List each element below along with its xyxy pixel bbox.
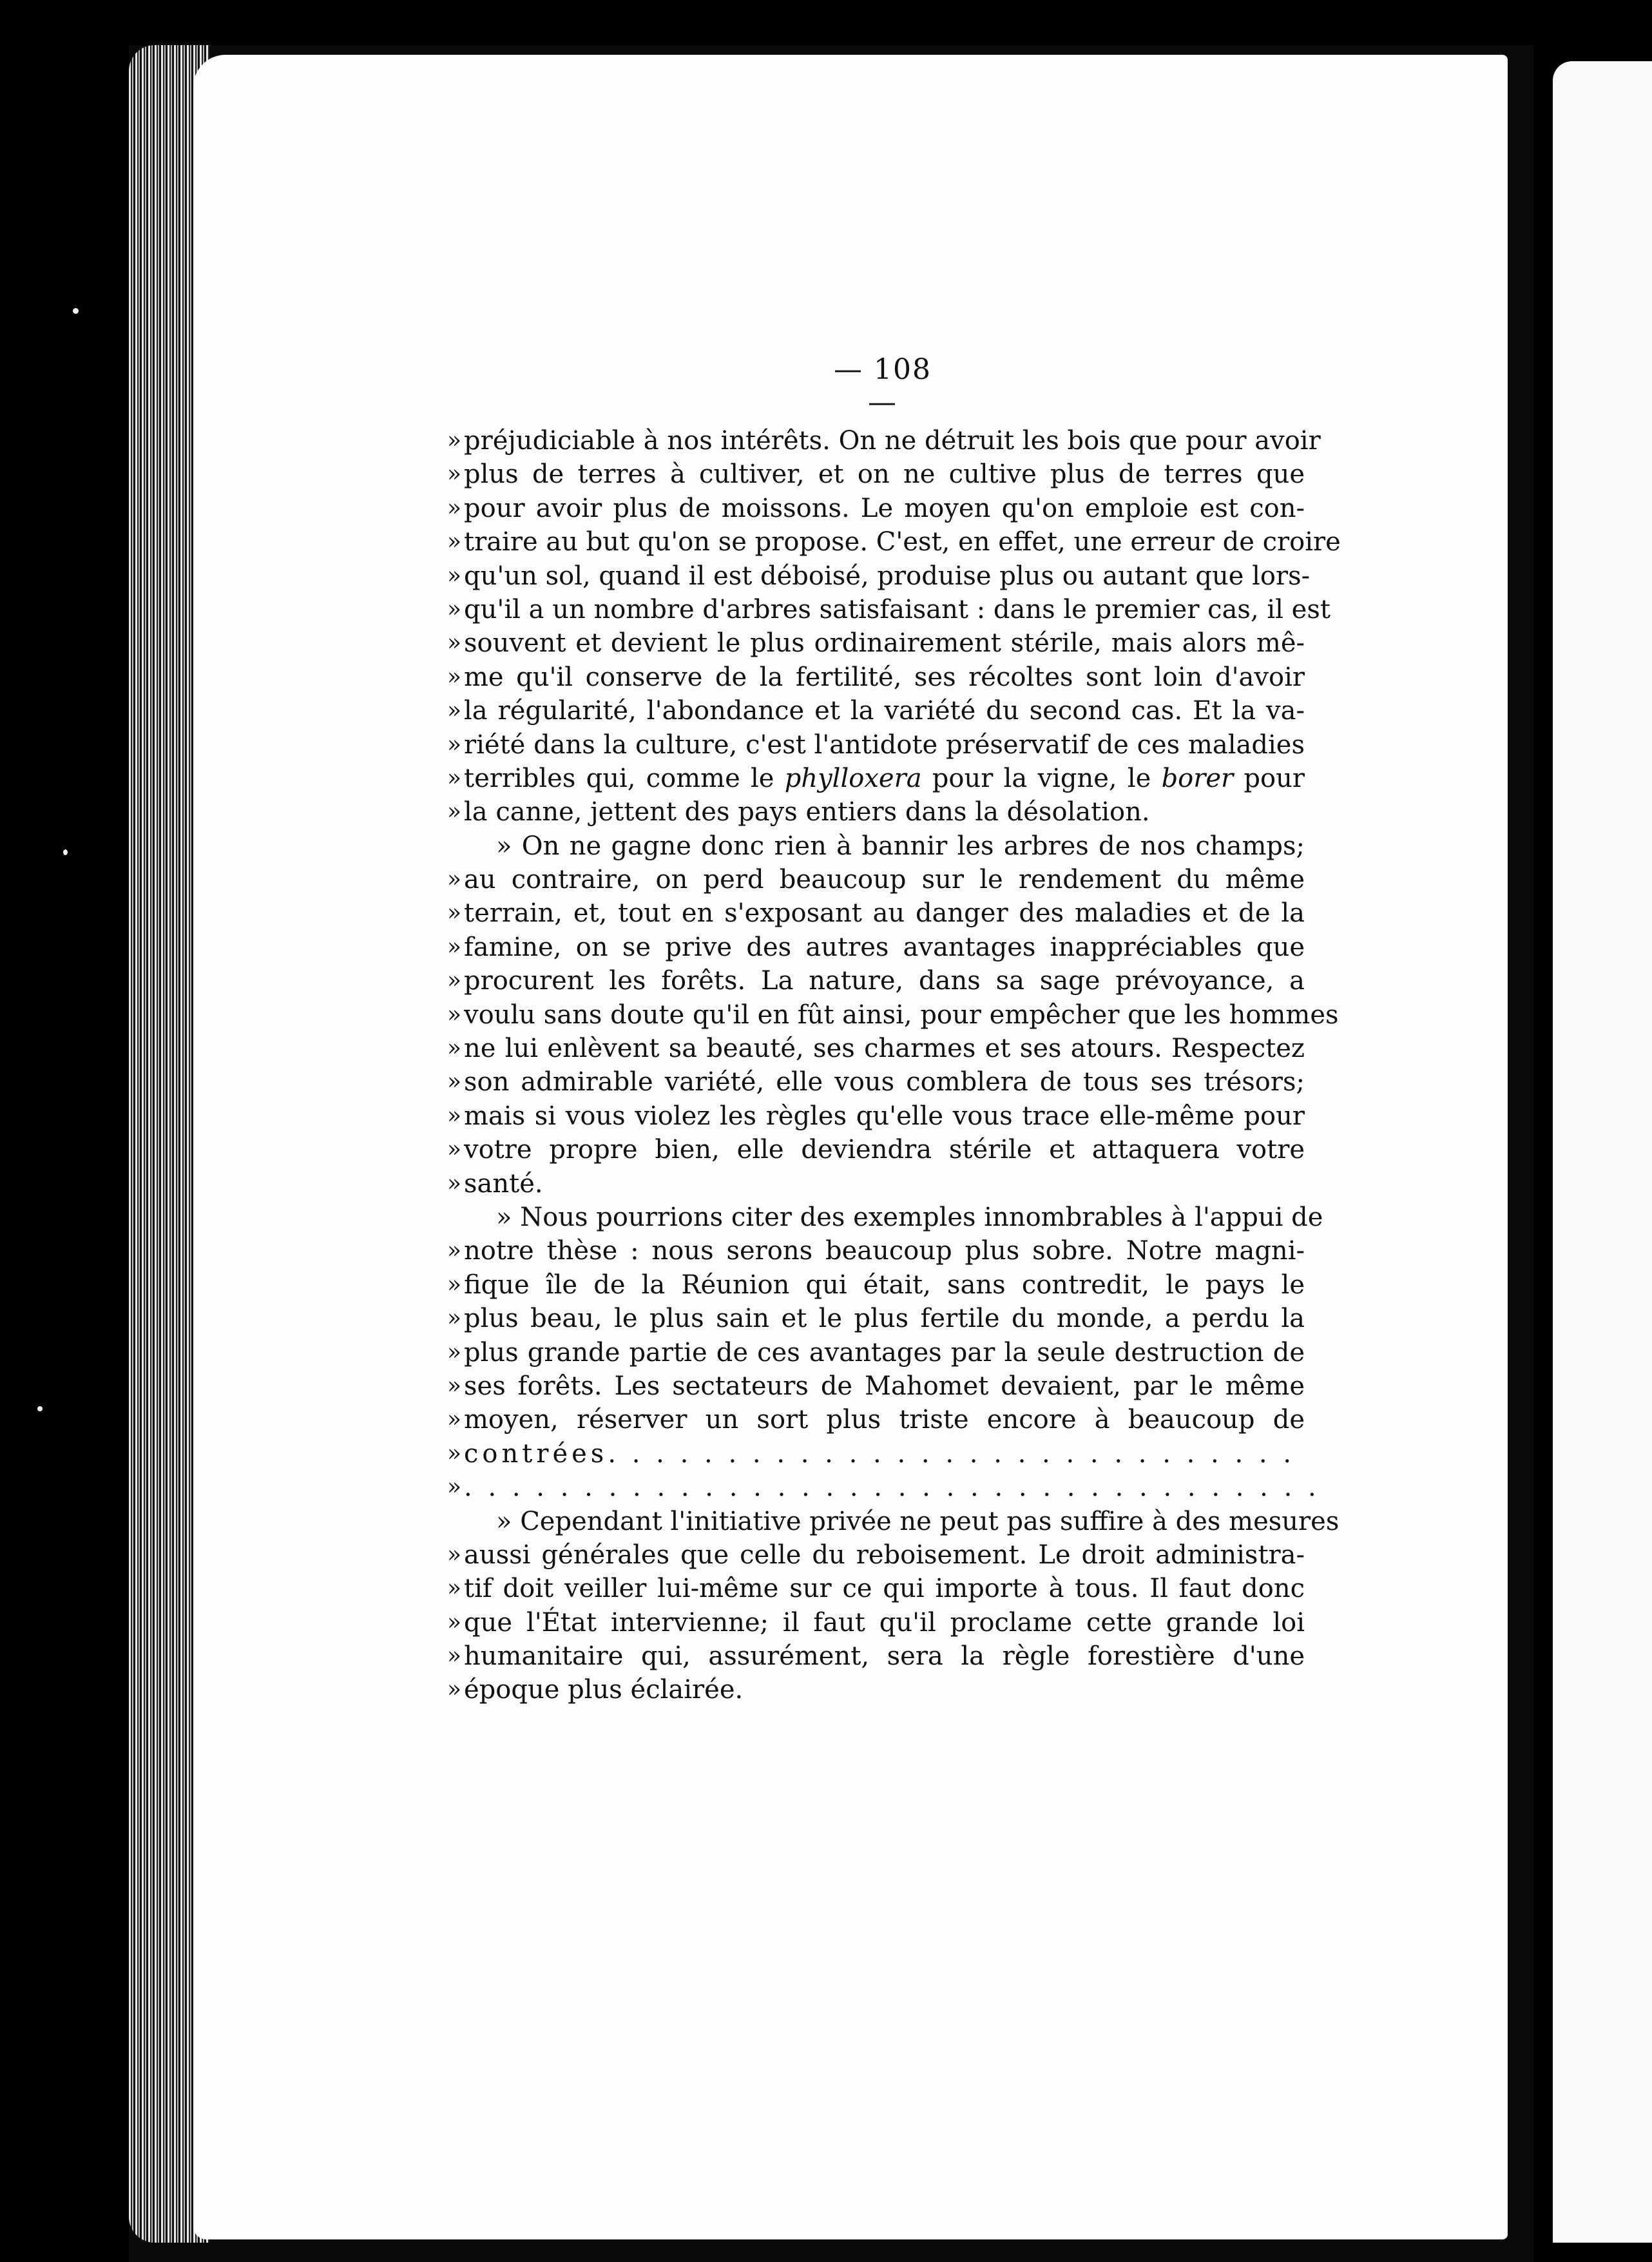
text-line (447, 1538, 1305, 1572)
guillemet-marker: » (447, 1136, 462, 1163)
guillemet-marker: » (447, 595, 462, 623)
page-number: — 108 — (834, 353, 932, 419)
guillemet-marker: » (447, 1068, 462, 1096)
line-text: aussi générales que celle du reboisement. Le droit administra- (464, 1540, 1305, 1570)
text-line (447, 931, 1305, 964)
line-text: traire au but qu'on se propose. C'est, en effet, une erreur de croire (464, 527, 1341, 557)
guillemet-marker: » (447, 1406, 462, 1433)
text-line (447, 694, 1305, 728)
guillemet-marker: » (447, 967, 462, 994)
text-line (447, 896, 1305, 930)
text-line (464, 1505, 1340, 1538)
text-line (447, 795, 1305, 829)
line-text: terribles qui, comme le phylloxera pour la vigne, le borer pour (464, 763, 1305, 793)
guillemet-marker: » (447, 1541, 462, 1568)
guillemet-marker: » (447, 663, 462, 690)
line-text: tif doit veiller lui-même sur ce qui importe à tous. Il faut donc (464, 1574, 1305, 1604)
text-line (447, 1268, 1305, 1302)
line-text: mais si vous violez les règles qu'elle vous trace elle-même pour (464, 1101, 1305, 1131)
line-text: son admirable variété, elle vous comblera de tous ses trésors; (464, 1067, 1305, 1097)
line-text: procurent les forêts. La nature, dans sa sage prévoyance, a (464, 966, 1305, 996)
guillemet-marker: » (447, 798, 462, 826)
text-line (464, 829, 1305, 863)
line-text: moyen, réserver un sort plus triste encore à beaucoup de (464, 1405, 1305, 1435)
text-line (447, 424, 1321, 458)
line-text: riété dans la culture, c'est l'antidote préservatif de ces maladies (464, 730, 1305, 760)
line-text: pour avoir plus de moissons. Le moyen qu'on emploie est con- (464, 493, 1305, 523)
text-line (447, 1302, 1305, 1335)
text-line (447, 1639, 1305, 1673)
text-line (447, 1673, 1305, 1706)
line-text: contrées. . . . . . . . . . . . . . . . . . . . . . . . . . . . . (464, 1438, 1296, 1469)
line-text: que l'État intervienne; il faut qu'il proclame cette grande loi (464, 1607, 1305, 1638)
text-line (447, 1572, 1305, 1605)
text-line (447, 1167, 1305, 1201)
scan-speck (73, 308, 79, 314)
guillemet-marker: » (447, 1271, 462, 1298)
line-text: qu'un sol, quand il est déboisé, produise plus ou autant que lors- (464, 561, 1311, 591)
line-text: votre propre bien, elle deviendra stérile et attaquera votre (464, 1135, 1305, 1165)
text-line (447, 593, 1330, 626)
guillemet-marker: » (447, 1001, 462, 1028)
guillemet-marker: » (447, 528, 462, 556)
text-line (447, 1336, 1305, 1369)
guillemet-marker: » (447, 697, 462, 724)
text-line (447, 1065, 1305, 1099)
line-text: famine, on se prive des autres avantages inappréciables que (464, 932, 1305, 962)
text-line (447, 525, 1341, 559)
line-text: la canne, jettent des pays entiers dans la désolation. (464, 797, 1150, 827)
guillemet-marker: » (447, 900, 462, 927)
text-line (447, 1471, 1320, 1504)
line-text: époque plus éclairée. (464, 1675, 744, 1705)
line-text: notre thèse : nous serons beaucoup plus sobre. Notre magni- (464, 1236, 1305, 1266)
text-line (447, 1133, 1305, 1166)
line-text: plus grande partie de ces avantages par la seule destruction de (464, 1337, 1305, 1368)
text-line (447, 492, 1305, 525)
line-text: souvent et devient le plus ordinairement stérile, mais alors mê- (464, 628, 1305, 659)
line-text: humanitaire qui, assurément, sera la règle forestière d'une (464, 1641, 1305, 1672)
body-text (447, 424, 1341, 1707)
text-line (447, 1606, 1305, 1639)
scan-speck (63, 849, 68, 855)
line-text: . . . . . . . . . . . . . . . . . . . . . . . . . . . . . . . . . . . . (464, 1473, 1320, 1503)
text-line (447, 1032, 1305, 1065)
guillemet-marker: » (447, 933, 462, 960)
guillemet-marker: » (447, 764, 462, 791)
text-line (447, 863, 1305, 896)
guillemet-marker: » (447, 1102, 462, 1129)
guillemet-marker: » (447, 1372, 462, 1399)
guillemet-marker: » (447, 731, 462, 758)
guillemet-marker: » (447, 1474, 462, 1501)
line-text: me qu'il conserve de la fertilité, ses récoltes sont loin d'avoir (464, 662, 1305, 692)
line-text: voulu sans doute qu'il en fût ainsi, pour empêcher que les hommes (464, 1000, 1339, 1030)
guillemet-marker: » (447, 1440, 462, 1467)
line-text: qu'il a un nombre d'arbres satisfaisant : dans le premier cas, il est (464, 594, 1330, 624)
line-text: ses forêts. Les sectateurs de Mahomet devaient, par le même (464, 1371, 1305, 1401)
guillemet-marker: » (447, 1305, 462, 1332)
line-text: ne lui enlèvent sa beauté, ses charmes et ses atours. Respectez (464, 1034, 1305, 1064)
guillemet-marker: » (447, 1609, 462, 1636)
guillemet-marker: » (447, 461, 462, 488)
text-line (447, 728, 1305, 762)
text-line (447, 1369, 1305, 1403)
line-text: santé. (464, 1168, 543, 1199)
text-line (464, 1201, 1323, 1234)
line-text: fique île de la Réunion qui était, sans contredit, le pays le (464, 1270, 1305, 1300)
line-text: plus de terres à cultiver, et on ne cultive plus de terres que (464, 459, 1305, 490)
guillemet-marker: » (447, 866, 462, 893)
guillemet-marker: » (447, 1643, 462, 1670)
text-line (447, 1099, 1305, 1133)
text-line (447, 964, 1305, 998)
text-line (447, 1437, 1305, 1471)
text-line (447, 1403, 1305, 1436)
text-line (447, 661, 1305, 694)
guillemet-marker: » (447, 1676, 462, 1703)
line-text: au contraire, on perd beaucoup sur le rendement du même (464, 865, 1305, 895)
guillemet-marker: » (447, 427, 462, 454)
guillemet-marker: » (447, 1339, 462, 1366)
guillemet-marker: » (447, 1575, 462, 1602)
guillemet-marker: » (447, 562, 462, 589)
line-text: la régularité, l'abondance et la variété du second cas. Et la va- (464, 696, 1305, 726)
line-text: terrain, et, tout en s'exposant au danger des maladies et de la (464, 898, 1305, 929)
guillemet-marker: » (447, 1035, 462, 1062)
guillemet-marker: » (447, 1170, 462, 1197)
next-page-edge (1553, 61, 1652, 2243)
line-text: plus beau, le plus sain et le plus fertile du monde, a perdu la (464, 1304, 1305, 1334)
text-line (447, 458, 1305, 491)
guillemet-marker: » (447, 494, 462, 521)
line-text: » Cependant l'initiative privée ne peut pas suffire à des mesures (496, 1506, 1340, 1536)
text-line (447, 626, 1305, 660)
text-line (447, 762, 1305, 795)
line-text: » On ne gagne donc rien à bannir les arbres de nos champs; (496, 831, 1305, 861)
guillemet-marker: » (447, 1237, 462, 1264)
scan-speck (37, 1406, 43, 1411)
text-line (447, 998, 1339, 1032)
line-text: préjudiciable à nos intérêts. On ne détruit les bois que pour avoir (464, 426, 1321, 456)
line-text: » Nous pourrions citer des exemples innombrables à l'appui de (496, 1202, 1323, 1232)
text-line (447, 1234, 1305, 1268)
guillemet-marker: » (447, 630, 462, 657)
text-line (447, 559, 1311, 593)
